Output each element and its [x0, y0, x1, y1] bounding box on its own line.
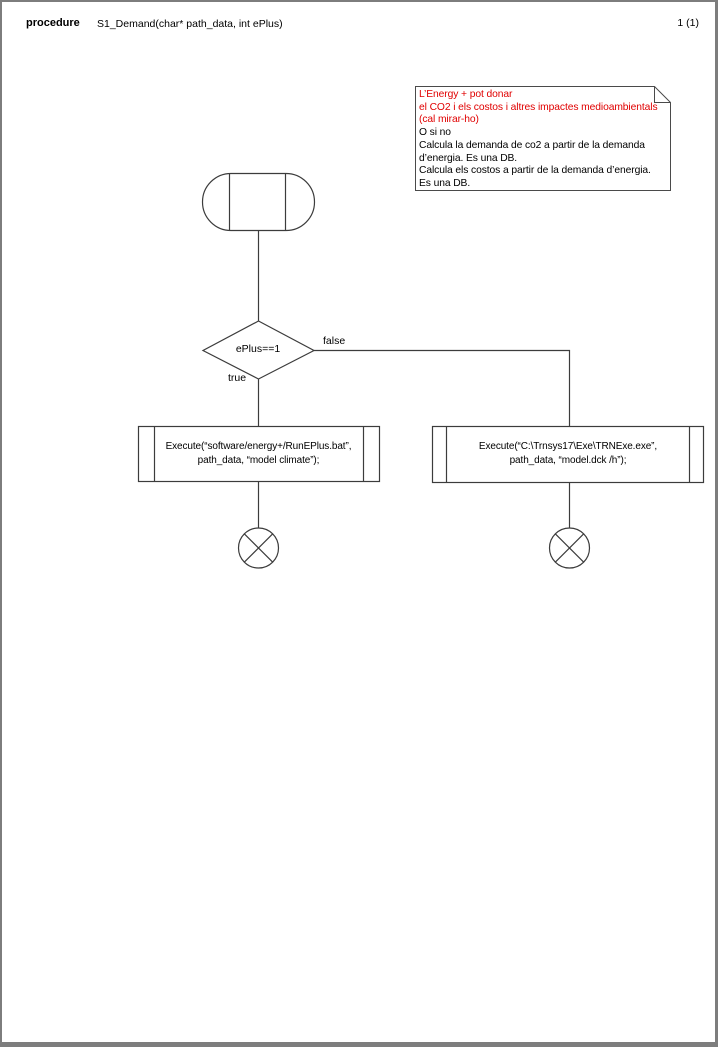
connector-false-branch	[314, 351, 570, 427]
process-true-line1: Execute(“software/energy+/RunEPlus.bat”,	[165, 440, 352, 452]
header-page-number: 1 (1)	[677, 17, 699, 29]
note-line: O si no	[419, 127, 451, 139]
note-line: Es una DB.	[419, 177, 471, 189]
note-line: d’energia. Es una DB.	[419, 152, 518, 164]
note-line: (cal mirar-ho)	[419, 114, 479, 126]
process-true-line2: path_data, “model climate”);	[197, 454, 320, 466]
process-false-text	[432, 426, 704, 482]
header-kind-label: procedure	[26, 17, 80, 29]
false-branch-label: false	[323, 335, 346, 347]
process-false-line1: Execute(“C:\Trnsys17\Exe\TRNExe.exe”,	[478, 441, 658, 452]
note-line: Calcula els costos a partir de la demanda d’energia.	[419, 165, 651, 177]
note-line: Calcula la demanda de co2 a partir de la demanda	[419, 139, 645, 151]
note-line: L’Energy + pot donar	[419, 89, 513, 100]
note-text-block	[419, 89, 665, 191]
true-branch-label: true	[228, 372, 247, 384]
start-symbol	[203, 174, 315, 231]
decision-condition-label: ePlus==1	[235, 343, 281, 355]
process-true-text	[138, 426, 379, 481]
header-procedure-signature: S1_Demand(char* path_data, int ePlus)	[97, 18, 283, 30]
process-false-line2: path_data, “model.dck /h”);	[509, 455, 627, 466]
note-line: el CO2 i els costos i altres impactes medioambientals	[419, 101, 658, 113]
